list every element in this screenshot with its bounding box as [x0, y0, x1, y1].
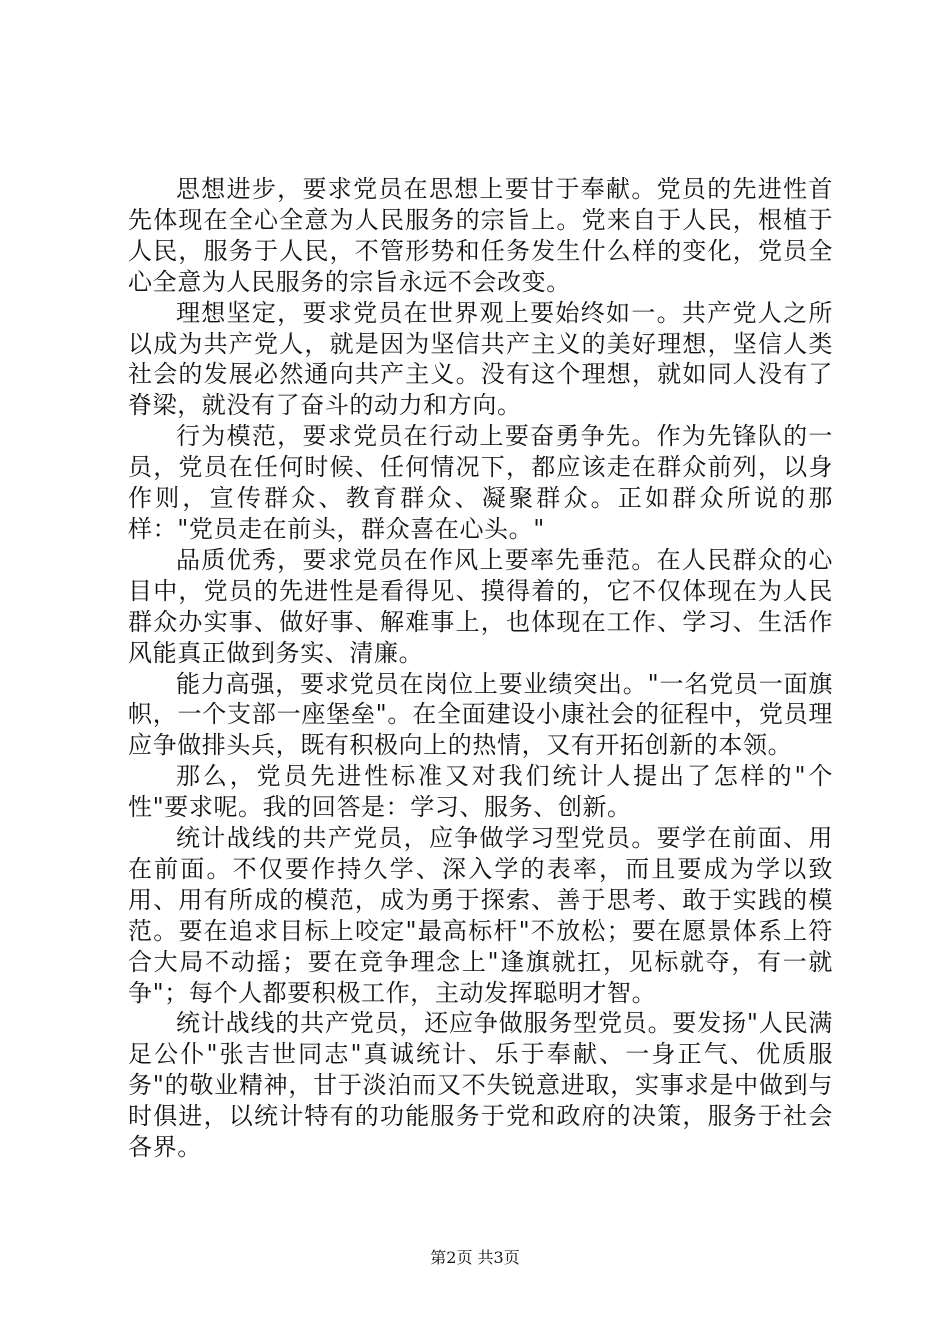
paragraph: 统计战线的共产党员，应争做学习型党员。要学在前面、用在前面。不仅要作持久学、深入学的表率，而且要成为学以致用、用有所成的模范，成为勇于探索、善于思考、敢于实践的模范。要在追求目标上咬定"最高标杆"不放松；要在愿景体系上符合大局不动摇；要在竞争理念上"逢旗就扛，见标就夺，有一就争"；每个人都要积极工作，主动发挥聪明才智。: [128, 824, 833, 1007]
paragraph: 行为模范，要求党员在行动上要奋勇争先。作为先锋队的一员，党员在任何时候、任何情况下，都应该走在群众前列，以身作则，宣传群众、教育群众、凝聚群众。正如群众所说的那样："党员走在前头，群众喜在心头。": [128, 422, 833, 543]
paragraph: 品质优秀，要求党员在作风上要率先垂范。在人民群众的心目中，党员的先进性是看得见、摸得着的，它不仅体现在为人民群众办实事、做好事、解难事上，也体现在工作、学习、生活作风能真正做到务实、清廉。: [128, 545, 833, 667]
paragraph: 思想进步，要求党员在思想上要甘于奉献。党员的先进性首先体现在全心全意为人民服务的宗旨上。党来自于人民，根植于人民，服务于人民，不管形势和任务发生什么样的变化，党员全心全意为人民服务的宗旨永远不会改变。: [128, 175, 833, 296]
paragraph: 能力高强，要求党员在岗位上要业绩突出。"一名党员一面旗帜，一个支部一座堡垒"。在全面建设小康社会的征程中，党员理应争做排头兵，既有积极向上的热情，又有开拓创新的本领。: [128, 669, 833, 760]
paragraph: 理想坚定，要求党员在世界观上要始终如一。共产党人之所以成为共产党人，就是因为坚信共产主义的美好理想，坚信人类社会的发展必然通向共产主义。没有这个理想，就如同人没有了脊梁，就没有了奋斗的动力和方向。: [128, 298, 833, 420]
document-body: [128, 174, 833, 1163]
paragraph: 那么，党员先进性标准又对我们统计人提出了怎样的"个性"要求呢。我的回答是：学习、服务、创新。: [128, 762, 833, 822]
page-number-footer: 第2页 共3页: [430, 1248, 520, 1267]
paragraph: 统计战线的共产党员，还应争做服务型党员。要发扬"人民满足公仆"张吉世同志"真诚统计、乐于奉献、一身正气、优质服务"的敬业精神，甘于淡泊而又不失锐意进取，实事求是中做到与时俱进，以统计特有的功能服务于党和政府的决策，服务于社会各界。: [128, 1009, 833, 1162]
